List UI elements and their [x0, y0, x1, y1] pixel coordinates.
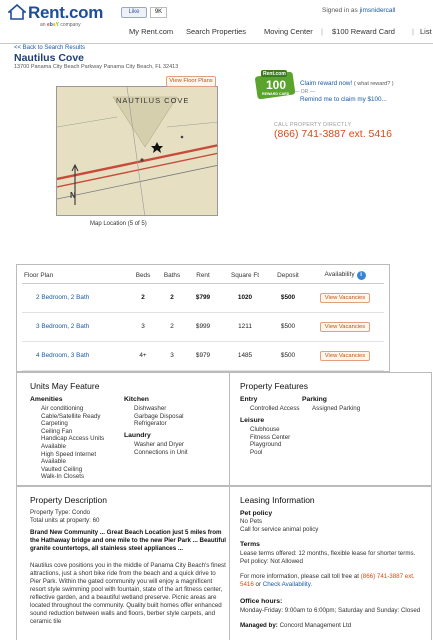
parking-heading: Parking — [302, 396, 327, 403]
deposit-cell: $500 — [270, 283, 306, 312]
col-rent: Rent — [186, 268, 220, 283]
nav-moving-center[interactable]: Moving Center — [264, 27, 313, 36]
remind-me-link[interactable]: Remind me to claim my $100... — [300, 96, 387, 103]
nav-separator: | — [321, 27, 323, 36]
property-title: Nautilus Cove — [14, 52, 85, 64]
property-type: Property Type: Condo — [30, 509, 91, 516]
col-availability: Availability i — [306, 268, 384, 283]
description-lead: Brand New Community ... Great Beach Location just 5 miles from the Hathaway bridge and one mile to the new Pier Park ... Beautiful granite countertops, all stainless steel appliances ... — [30, 529, 226, 552]
leisure-list — [250, 426, 290, 456]
list-item: Connections in Unit — [134, 448, 188, 456]
sqft-cell: 1020 — [220, 283, 270, 312]
list-item: Pool — [250, 448, 263, 456]
entry-heading: Entry — [240, 396, 258, 403]
leasing-phone[interactable]: (866) 741-3887 ext. 5416 — [240, 573, 415, 588]
list-item: Cable/Satellite Ready — [41, 412, 101, 420]
laundry-heading: Laundry — [124, 432, 151, 439]
list-item: Available — [41, 442, 66, 450]
col-baths: Baths — [158, 268, 186, 283]
col-beds: Beds — [128, 268, 158, 283]
beds-cell: 4+ — [128, 341, 158, 370]
col-square-ft: Square Ft — [220, 268, 270, 283]
view-vacancies-button[interactable]: View Vacancies — [320, 322, 370, 332]
office-hours-text: Monday-Friday: 9:00am to 6:00pm; Saturday and Sunday: Closed — [240, 607, 421, 614]
col-deposit: Deposit — [270, 268, 306, 283]
map-location-caption: Map Location (5 of 5) — [90, 221, 147, 227]
pet-policy-heading: Pet policy — [240, 510, 273, 517]
facebook-like-button[interactable]: Like — [121, 7, 147, 18]
signed-in-status: Signed in as jimsnidercall — [322, 7, 396, 14]
floor-plan-link[interactable]: 2 Bedroom, 2 Bath — [22, 283, 128, 312]
terms-heading: Terms — [240, 541, 260, 548]
or-separator: — OR — — [294, 89, 316, 95]
map-north-label: N — [70, 191, 76, 200]
more-info-text: For more information, please call toll free at (866) 741-3887 ext. 5416 or Check Availability. — [240, 573, 415, 588]
kitchen-list — [134, 405, 224, 428]
site-header — [0, 0, 433, 44]
rent-cell: $799 — [186, 283, 220, 312]
rent-cell: $979 — [186, 341, 220, 370]
claim-reward-link[interactable]: Claim reward now! — [300, 80, 353, 87]
nav-reward-card[interactable]: $100 Reward Card — [332, 27, 395, 36]
view-vacancies-button[interactable]: View Vacancies — [320, 293, 370, 303]
section-divider — [229, 372, 230, 486]
view-floor-plans-button[interactable]: View Floor Plans — [166, 76, 216, 87]
floor-plan-link[interactable]: 4 Bedroom, 3 Bath — [22, 341, 128, 370]
nav-separator: | — [412, 27, 414, 36]
nav-my-rent[interactable]: My Rent.com — [129, 27, 174, 36]
reward-badge-amount: 100 — [266, 78, 287, 92]
availability-cell — [306, 283, 384, 312]
property-phone[interactable]: (866) 741-3887 ext. 5416 — [274, 128, 392, 140]
list-item: High Speed Internet — [41, 450, 97, 458]
list-item: Playground — [250, 441, 282, 449]
what-reward-link[interactable]: ( what reward? ) — [353, 81, 394, 87]
user-link[interactable]: jimsnidercall — [359, 7, 396, 14]
floor-plan-link[interactable]: 3 Bedroom, 2 Bath — [22, 312, 128, 341]
list-item: Garbage Disposal — [134, 412, 184, 420]
view-vacancies-button[interactable]: View Vacancies — [320, 351, 370, 361]
house-logo-icon — [8, 4, 26, 20]
sqft-cell: 1211 — [220, 312, 270, 341]
list-item: Air conditioning — [41, 405, 84, 412]
floor-plans-table — [22, 268, 384, 371]
availability-cell — [306, 312, 384, 341]
list-item: Washer and Dryer — [134, 441, 184, 448]
baths-cell: 3 — [158, 341, 186, 370]
table-row — [22, 312, 384, 341]
terms-text: Lease terms offered: 12 months, flexible lease for shorter terms. Pet policy: Not Allowed — [240, 550, 416, 565]
check-availability-link[interactable]: Check Availability. — [262, 581, 313, 588]
kitchen-heading: Kitchen — [124, 396, 149, 403]
amenities-list — [41, 405, 131, 481]
deposit-cell: $500 — [270, 341, 306, 370]
reward-badge-top: Rent.com — [263, 71, 286, 77]
baths-cell: 2 — [158, 312, 186, 341]
units-feature-title: Units May Feature — [30, 381, 100, 391]
call-property-label: CALL PROPERTY DIRECTLY — [274, 122, 352, 128]
list-item: Ceiling Fan — [41, 427, 73, 435]
leisure-heading: Leisure — [240, 417, 265, 424]
availability-cell — [306, 341, 384, 370]
map-title: NAUTILUS COVE — [116, 96, 190, 105]
col-floor-plan: Floor Plan — [22, 268, 128, 283]
list-item: Handicap Access Units — [41, 435, 105, 443]
list-item: Assigned Parking — [312, 405, 361, 412]
like-count: 9K — [150, 7, 167, 18]
table-row — [22, 341, 384, 370]
list-item: Clubhouse — [250, 426, 280, 433]
amenities-heading: Amenities — [30, 396, 63, 403]
sqft-cell: 1485 — [220, 341, 270, 370]
nav-search-properties[interactable]: Search Properties — [186, 27, 247, 36]
managed-by: Managed by: Concord Management Ltd — [240, 622, 352, 629]
laundry-list — [134, 441, 224, 456]
deposit-cell: $500 — [270, 312, 306, 341]
list-item: Carpeting — [41, 420, 68, 428]
rent-cell: $999 — [186, 312, 220, 341]
description-body: Nautilus cove positions you in the middle of Panama City Beach's finest attractions, just a short bike ride from the beach and a quick drive to Pier Park. Within the gated community you will enjoy a magnificent resort style swimming pool with fountain, state of the art fitness center, reflective garden, and a beautiful wetland preserve. Picnic areas are located throughout the community. Quality built homes offer enhanced sound reduction between walls and floors, berber style carpets, and ceramic tile — [30, 562, 226, 625]
section-divider — [229, 486, 230, 640]
list-item: Walk-In Closets — [41, 473, 85, 481]
beds-cell: 3 — [128, 312, 158, 341]
info-icon[interactable]: i — [357, 271, 366, 280]
entry-list — [250, 405, 300, 413]
logo-tagline: an ebaY company — [40, 22, 81, 28]
property-address: 13700 Panama City Beach Parkway Panama City Beach, FL 32413 — [14, 64, 179, 70]
reward-badge-bottom: REWARD CARD — [262, 92, 290, 96]
property-description-title: Property Description — [30, 495, 108, 505]
total-units: Total units at property: 60 — [30, 517, 100, 524]
list-item: Controlled Access — [250, 405, 300, 412]
beds-cell: 2 — [128, 283, 158, 312]
list-item: Refrigerator — [134, 420, 167, 428]
map-graphic — [57, 87, 218, 216]
office-hours-heading: Office hours: — [240, 598, 283, 605]
pet-policy-text: No Pets Call for service animal policy — [240, 518, 319, 533]
table-header-row — [22, 268, 384, 283]
list-item: Fitness Center — [250, 433, 291, 441]
list-item: Dishwasher — [134, 405, 167, 412]
back-to-results-link[interactable]: << Back to Search Results — [14, 45, 86, 51]
list-item: Vaulted Ceiling — [41, 465, 83, 473]
site-logo[interactable]: Rent.com — [28, 3, 104, 22]
table-row — [22, 283, 384, 312]
property-features-title: Property Features — [240, 381, 309, 391]
leasing-information-title: Leasing Information — [240, 495, 315, 505]
nav-list[interactable]: List — [420, 27, 432, 36]
baths-cell: 2 — [158, 283, 186, 312]
property-map[interactable] — [56, 86, 218, 216]
claim-reward-line — [300, 80, 394, 87]
list-item: Available — [41, 458, 66, 466]
parking-list — [312, 405, 360, 413]
